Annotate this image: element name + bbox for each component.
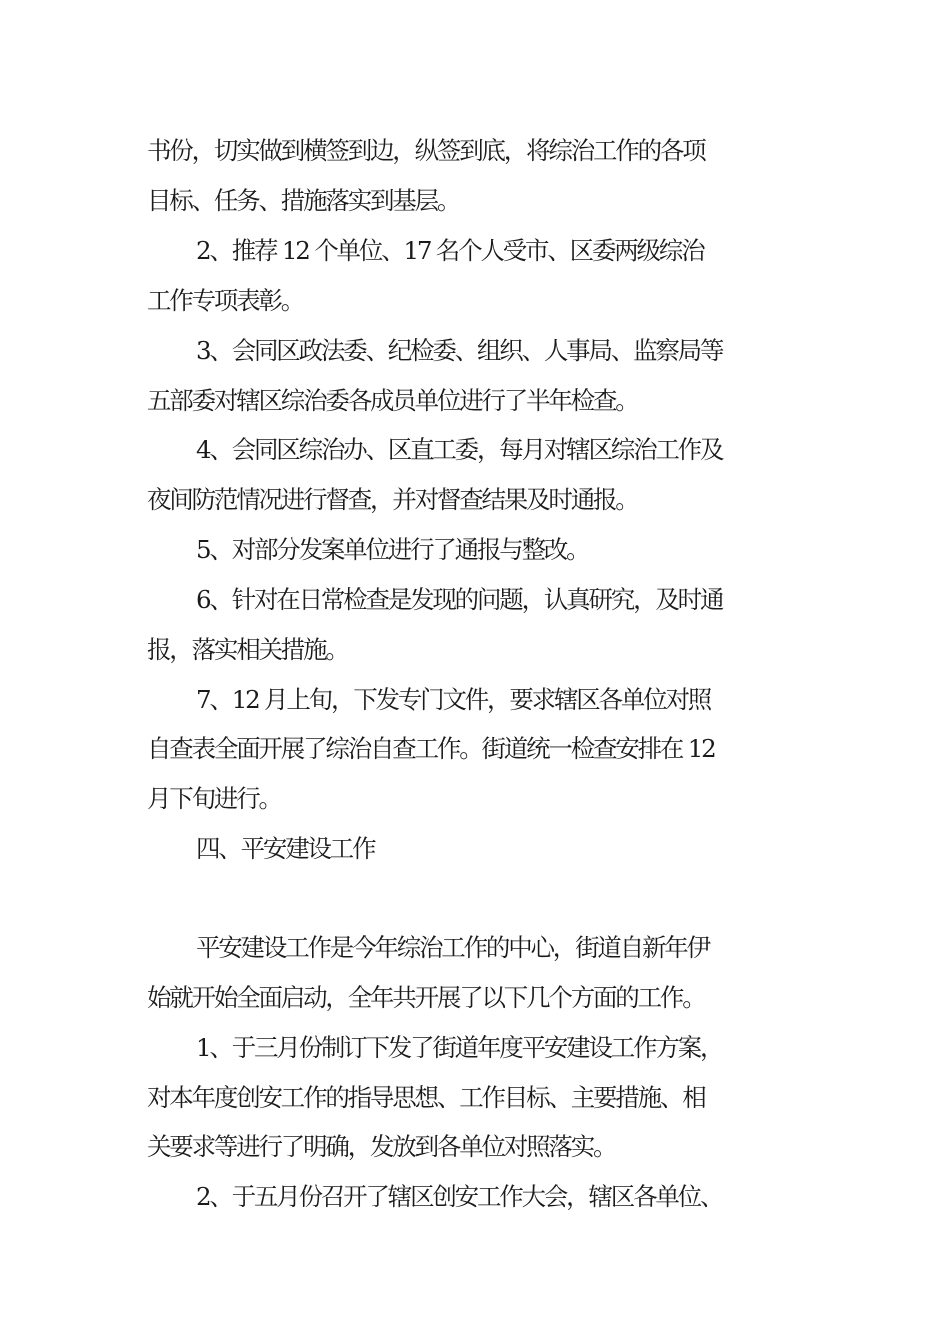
text-line: 对本年度创安工作的指导思想、工作目标、主要措施、相: [147, 1083, 705, 1112]
text-line: 工作专项表彰。: [147, 286, 304, 315]
text-line: 6、针对在日常检查是发现的问题，认真研究，及时通: [196, 585, 723, 614]
text-line: 书份，切实做到横签到边，纵签到底，将综治工作的各项: [147, 136, 705, 165]
section-heading: 四、平安建设工作: [196, 834, 375, 863]
text-line: 月下旬进行。: [147, 784, 281, 813]
text-line: 平安建设工作是今年综治工作的中心，街道自新年伊: [196, 933, 709, 962]
text-line: 报，落实相关措施。: [147, 635, 348, 664]
text-line: 4、会同区综治办、区直工委，每月对辖区综治工作及: [196, 435, 723, 464]
text-line: 目标、任务、措施落实到基层。: [147, 186, 460, 215]
text-line: 1、于三月份制订下发了街道年度平安建设工作方案，: [196, 1033, 723, 1062]
text-line: 7、12 月上旬，下发专门文件，要求辖区各单位对照: [196, 685, 711, 714]
text-line: 5、对部分发案单位进行了通报与整改。: [196, 535, 589, 564]
text-line: 2、于五月份召开了辖区创安工作大会，辖区各单位、: [196, 1182, 723, 1211]
text-line: 始就开始全面启动，全年共开展了以下几个方面的工作。: [147, 983, 705, 1012]
text-line: 夜间防范情况进行督查，并对督查结果及时通报。: [147, 485, 638, 514]
text-line: 五部委对辖区综治委各成员单位进行了半年检查。: [147, 386, 638, 415]
text-line: 关要求等进行了明确，发放到各单位对照落实。: [147, 1132, 616, 1161]
text-line: 2、推荐 12 个单位、17 名个人受市、区委两级综治: [196, 236, 704, 265]
text-line: 3、会同区政法委、纪检委、组织、人事局、监察局等: [196, 336, 723, 365]
text-line: 自查表全面开展了综治自查工作。街道统一检查安排在 12: [147, 734, 715, 763]
